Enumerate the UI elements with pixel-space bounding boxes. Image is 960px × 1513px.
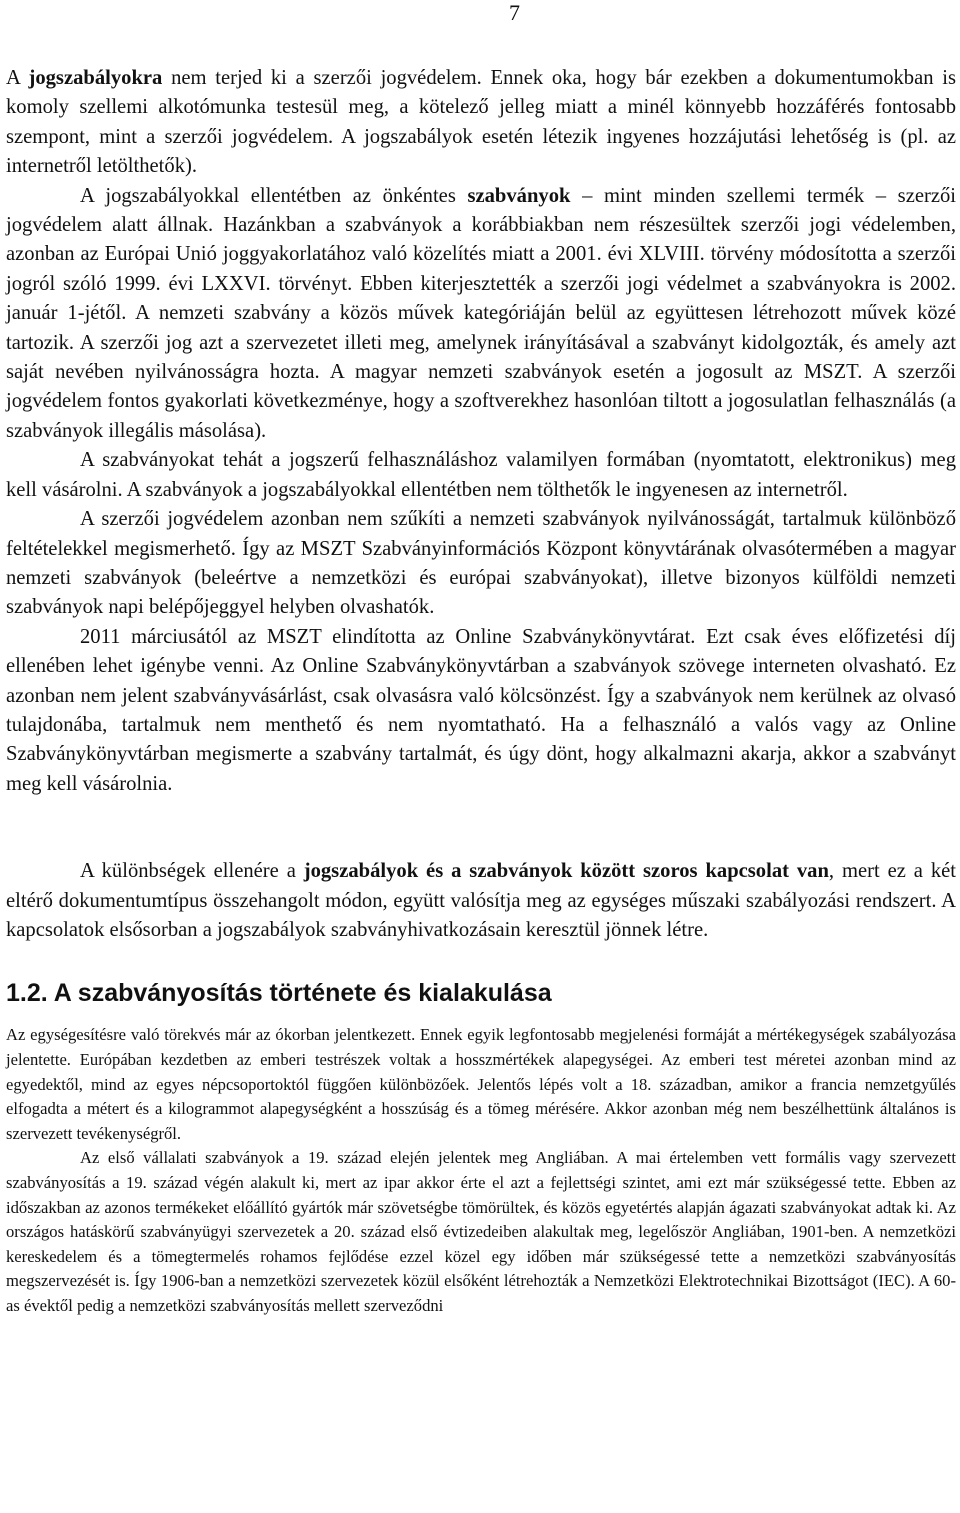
- text: A különbségek ellenére a: [80, 860, 304, 883]
- paragraph-tortenet-2: Az első vállalati szabványok a 19. század elején jelentek meg Angliában. A mai értelemben vett formális vagy szervezett szabványosítás a 19. század végén alakult ki, mert az ipar akkor érte el azt a fejlettségi szintet, ami ezt már szükségessé tette. Ebben az időszakban az azonos termékeket előállító gyártók már szövetségbe tömörültek, és közös egyetértés alapján ágazati szabványokat adtak ki. Az országos hatáskörű szabványügyi szervezetek a 20. század első évtizedeiben alakultak meg, legelőször Angliában, 1901-ben. A nemzetközi kereskedelem és a tömegtermelés rohamos fejlődése ezzel közel egy időben már szükségessé tette a nemzetközi szabványosítás megszervezését is. Így 1906-ban a nemzetközi szervezetek közül elsőként létrehozták a Nemzetközi Elektrotechnikai Bizottságot (IEC). A 60-as évektől pedig a nemzetközi szabványosítás mellett szerveződni: [6, 1148, 956, 1315]
- text: nem terjed ki a szerzői jogvédelem. Ennek oka, hogy bár ezekben a dokumentumokban is komoly szellemi alkotómunka testesül meg, a kötelező jelleg miatt a minél könnyebb hozzáférés fontosabb szempont, mint a szerzői jogvédelem. A jogszabályok esetén létezik ingyenes hozzájutási lehetőség is (pl. az internetről letölthetők).: [6, 67, 956, 178]
- bold-term: jogszabályok és a szabványok között szoros kapcsolat van: [303, 860, 829, 883]
- bold-term: szabványok: [467, 184, 571, 207]
- paragraph-tortenet-1: Az egységesítésre való törekvés már az ókorban jelentkezett. Ennek egyik legfontosabb megjelenési formáját a mértékegységek szabályozása jelentette. Európában kezdetben az emberi testrészek voltak a hosszmértékek alapegységei. Az emberi test méretei azonban mind az egyedektől, mind az egyes népcsoportoktól függően különbözőek. Jelentős lépés volt a 18. században, amikor a francia nemzetgyűlés elfogadta a métert és a kilogrammot alapegységként a hosszúság és a tömeg mérésére. Akkor azonban még nem beszélhettünk általános is szervezett tevékenységről.: [6, 1025, 956, 1143]
- paragraph-online-konyvtar: 2011 márciusától az MSZT elindította az Online Szabványkönyvtárat. Ezt csak éves előfizetési díj ellenében lehet igénybe venni. Az Online Szabványkönyvtárban a szabványok szövege interneten olvasható. Ez azonban nem jelent szabványvásárlást, csak olvasásra való kölcsönzést. Így a szabványok nem kerülnek az olvasó tulajdonába, tartalmuk nem menthető és nem nyomtatható. Ha a felhasználó a valós vagy az Online Szabványkönyvtárban megismerte a szabvány tartalmát, és úgy dönt, hogy alkalmazni akarja, akkor a szabványt meg kell vásárolnia.: [6, 625, 956, 795]
- paragraph-jogszabalyok: [6, 64, 956, 182]
- page-number: 7: [509, 0, 520, 25]
- bold-term: jogszabályokra: [28, 67, 163, 89]
- paragraph-kapcsolat: [6, 857, 956, 945]
- text: , mert ez a két eltérő dokumentumtípus összehangolt módon, együtt valósítja meg az egységes műszaki szabályozási rendszert. A kapcsolatok elsősorban a jogszabályok szabványhivatkozásain keresztül jönnek létre.: [6, 860, 956, 941]
- paragraph-nyilvanossag: A szerzői jogvédelem azonban nem szűkíti a nemzeti szabványok nyilvánosságát, tartalmuk különböző feltételekkel megismerhető. Így az MSZT Szabványinformációs Központ könyvtárának olvasótermében a magyar nemzeti szabványok (beleértve a nemzetközi és európai szabványokat), illetve bizonyos külföldi nemzeti szabványok napi belépőjeggyel helyben olvashatók.: [6, 508, 956, 619]
- paragraph-szabvanyok: [6, 182, 956, 447]
- paragraph-vasarlas: A szabványokat tehát a jogszerű felhasználáshoz valamilyen formában (nyomtatott, elektronikus) meg kell vásárolni. A szabványok a jogszabályokkal ellentétben nem tölthetők le ingyenesen az internetről.: [6, 449, 956, 501]
- document-body: [6, 64, 956, 1319]
- text: A: [6, 67, 29, 89]
- text: A jogszabályokkal ellentétben az önkéntes: [80, 184, 468, 207]
- section-heading: 1.2. A szabványosítás története és kialakulása: [6, 979, 552, 1008]
- text: – mint minden szellemi termék – szerzői jogvédelem alatt állnak. Hazánkban a szabványok a korábbiakban nem részesültek szerzői jogi védelemben, azonban az Európai Unió joggyakorlatához való közelítés miatt a 2001. évi XLVIII. törvény módosította a szerzői jogról szóló 1999. évi LXXVI. törvényt. Ebben kiterjesztették a szerzői jogi védelmet a szabványokra is 2002. január 1-jétől. A nemzeti szabvány a közös művek kategóriáján belül az együttesen létrehozott művek közé tartozik. A szerzői jog azt a szervezetet illeti meg, amelynek irányításával a szabványt kidolgozták, és amely azt saját nevében nyilvánosságra hozta. A magyar nemzeti szabványok esetén a jogosult az MSZT. A szerzői jogvédelem fontos gyakorlati következménye, hogy a szoftverekhez hasonlóan tiltott a jogosulatlan felhasználás (a szabványok illegális másolása).: [6, 184, 956, 442]
